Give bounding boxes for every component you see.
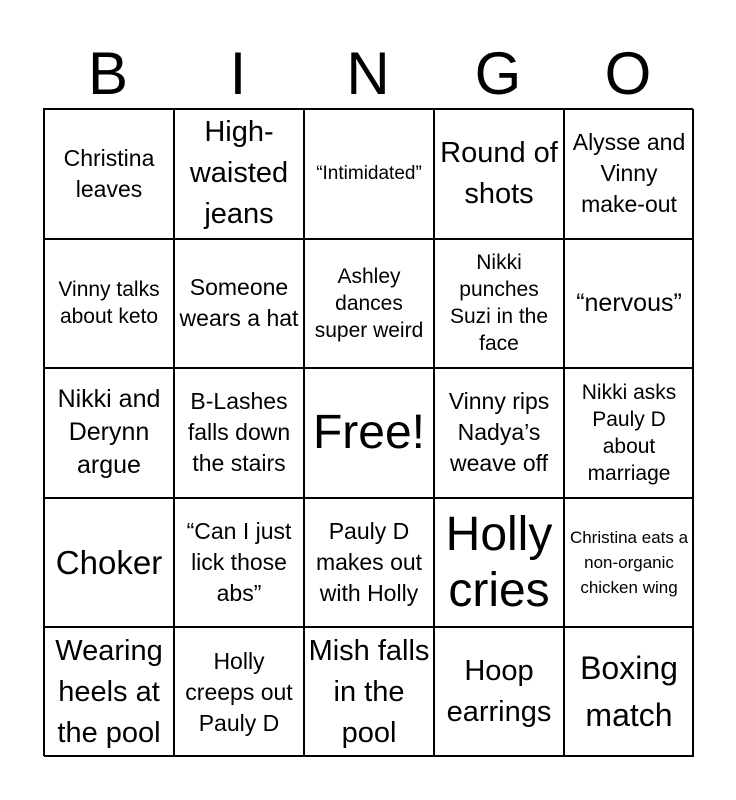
bingo-cell[interactable] xyxy=(304,109,434,239)
cell-text: Holly cries xyxy=(445,507,553,617)
cell-text: High-waisted jeans xyxy=(189,116,289,231)
cell-text: Christina leaves xyxy=(63,144,155,202)
cell-text: “nervous” xyxy=(576,288,682,317)
header-letter-n: N xyxy=(346,40,390,107)
bingo-cell[interactable] xyxy=(564,498,694,628)
cell-text: Christina eats a non-organic chicken wing xyxy=(569,528,689,598)
bingo-cell[interactable] xyxy=(434,239,564,369)
cell-text: Alysse and Vinny make-out xyxy=(572,129,686,218)
cell-text: Nikki asks Pauly D about marriage xyxy=(581,380,677,485)
cell-text: B-Lashes falls down the stairs xyxy=(187,388,291,477)
bingo-header xyxy=(43,40,693,108)
cell-text: Ashley dances super weird xyxy=(314,264,424,342)
bingo-cell[interactable] xyxy=(174,368,304,498)
bingo-cell[interactable] xyxy=(434,109,564,239)
header-letter-i: I xyxy=(229,40,247,107)
bingo-cell[interactable] xyxy=(174,239,304,369)
cell-text: Someone wears a hat xyxy=(179,274,299,332)
cell-text: Wearing heels at the pool xyxy=(55,634,163,749)
free-space[interactable] xyxy=(304,368,434,498)
header-letter-b: B xyxy=(87,40,129,107)
bingo-cell[interactable] xyxy=(564,368,694,498)
bingo-cell[interactable] xyxy=(564,627,694,757)
cell-text: Choker xyxy=(55,543,163,581)
bingo-cell[interactable] xyxy=(304,498,434,628)
bingo-cell[interactable] xyxy=(44,368,174,498)
cell-text: “Can I just lick those abs” xyxy=(186,518,292,607)
cell-text: Nikki punches Suzi in the face xyxy=(449,251,549,356)
bingo-cell[interactable] xyxy=(174,498,304,628)
cell-text: Vinny talks about keto xyxy=(58,278,160,329)
bingo-cell[interactable] xyxy=(564,239,694,369)
bingo-cell[interactable] xyxy=(174,627,304,757)
cell-text: Round of shots xyxy=(440,136,558,210)
bingo-cell[interactable] xyxy=(44,109,174,239)
cell-text: Vinny rips Nadya’s weave off xyxy=(448,388,550,477)
cell-text: Nikki and Derynn argue xyxy=(57,385,161,480)
header-letter-g: G xyxy=(474,40,522,107)
header-letter-o: O xyxy=(604,40,652,107)
bingo-cell[interactable] xyxy=(44,498,174,628)
bingo-cell[interactable] xyxy=(174,109,304,239)
bingo-cell[interactable] xyxy=(44,627,174,757)
bingo-cell[interactable] xyxy=(564,109,694,239)
bingo-cell[interactable] xyxy=(304,627,434,757)
bingo-grid xyxy=(43,108,693,756)
cell-text: “Intimidated” xyxy=(316,162,422,184)
cell-text: Pauly D makes out with Holly xyxy=(315,518,423,607)
cell-text: Boxing match xyxy=(580,650,678,734)
bingo-cell[interactable] xyxy=(304,239,434,369)
cell-text: Hoop earrings xyxy=(446,655,552,729)
bingo-cell[interactable] xyxy=(434,627,564,757)
bingo-cell[interactable] xyxy=(434,498,564,628)
bingo-cell[interactable] xyxy=(434,368,564,498)
cell-text: Holly creeps out Pauly D xyxy=(185,647,293,736)
cell-text: Mish falls in the pool xyxy=(308,634,430,749)
bingo-cell[interactable] xyxy=(44,239,174,369)
cell-text: Free! xyxy=(312,405,426,459)
